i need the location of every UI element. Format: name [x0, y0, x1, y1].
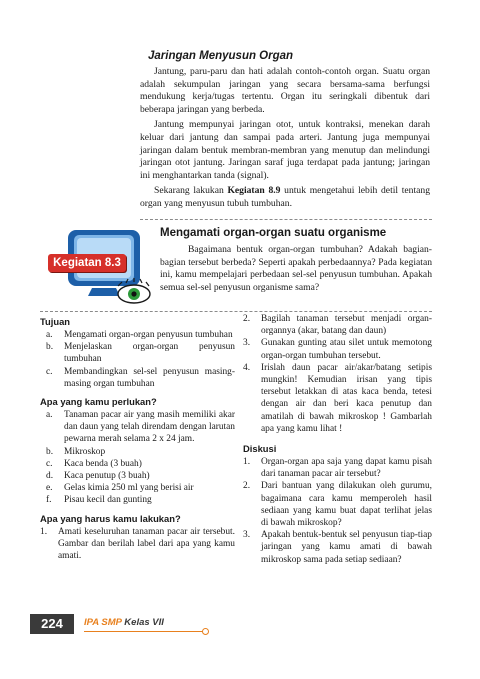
book-subject: IPA SMP	[84, 617, 122, 628]
list-item: 2. Bagilah tanaman tersebut menjadi organ-organnya (akar, batang dan daun)	[243, 314, 432, 337]
page-number: 224	[30, 614, 74, 634]
list-item: c. Kaca benda (3 buah)	[46, 458, 142, 469]
procedure-heading: Apa yang harus kamu lakukan?	[40, 512, 181, 524]
footer	[30, 613, 450, 635]
activity-intro: Bagaimana bentuk organ-organ tumbuhan? Adakah bagian-bagian tersebut berbeda? Seperti apakah perbedaannya? Pada kegiatan ini, kamu mempelajari perbedaan sel-sel penyusun tumbuhan. Apakah semua sel-sel penyusun organisme sama?	[160, 244, 432, 293]
section-divider-top	[140, 219, 432, 220]
intro-paragraph-2: Jantung mempunyai jaringan otot, untuk kontraksi, menekan darah keluar dari jantung dan sampai pada arteri. Jantung juga mempunyai jaringan dalam bentuk membran-membran yang menutup dan melindungi jaringan otot jantung. Jaringan saraf juga terdapat pada jantung; jaringan ini menghantarkan tanda (signal).	[140, 119, 430, 181]
discussion-heading: Diskusi	[243, 443, 277, 455]
left-column	[40, 316, 235, 562]
list-item: 1. Organ-organ apa saja yang dapat kamu pisah dari tanaman pacar air tersebut?	[243, 457, 432, 480]
list-item: a. Mengamati organ-organ penyusun tumbuhan	[46, 330, 233, 340]
discussion-list	[243, 456, 432, 566]
list-item: 2. Dari bantuan yang dilakukan oleh gurumu, bagaimana cara kamu memperoleh hasil sediaan yang kamu buat dapat terlihat jelas di bawah mikroskop?	[243, 481, 432, 529]
activity-title: Mengamati organ-organ suatu organisme	[160, 227, 387, 239]
procedure-list-continued	[243, 313, 432, 435]
objectives-list	[40, 329, 235, 390]
list-item: f. Pisau kecil dan gunting	[46, 495, 152, 506]
intro-paragraph-1: Jantung, paru-paru dan hati adalah contoh-contoh organ. Suatu organ adalah sekumpulan jaringan yang secara bersama-sama berfungsi mendukung kerja/tugas tertentu. Organ itu seringkali dibentuk dari beberapa jaringan yang berbeda.	[140, 66, 430, 115]
list-item: d. Kaca penutup (3 buah)	[46, 471, 150, 482]
section-divider-bottom	[40, 311, 432, 312]
objectives-heading: Tujuan	[40, 316, 71, 327]
intro-paragraph-3-text-b: untuk mengetahui lebih detil tentang organ yang menyusun tubuh tumbuhan.	[140, 185, 430, 209]
list-item: a. Tanaman pacar air yang masih memiliki akar dan daun yang telah direndam dengan larutan pewarna merah selama 2 x 24 jam.	[46, 410, 235, 445]
activity-badge-label: Kegiatan 8.3	[48, 254, 126, 272]
materials-list	[40, 409, 235, 507]
book-class: Kelas VII	[124, 617, 164, 628]
section-heading: Jaringan Menyusun Organ	[148, 50, 294, 62]
procedure-list	[40, 526, 235, 563]
intro-paragraph-3-text-a: Sekarang lakukan	[154, 185, 228, 197]
book-title	[84, 617, 164, 628]
materials-heading: Apa yang kamu perlukan?	[40, 396, 157, 408]
list-item: 1. Amati keseluruhan tanaman pacar air tersebut. Gambar dan berilah label dari apa yang kamu amati.	[40, 526, 235, 562]
list-item: e. Gelas kimia 250 ml yang berisi air	[46, 483, 194, 494]
footer-rule-end-dot	[202, 628, 209, 635]
intro-paragraph-3	[140, 185, 430, 210]
list-item: c. Membandingkan sel-sel penyusun masing-masing organ tumbuhan	[46, 366, 235, 389]
list-item: 3. Gunakan gunting atau silet untuk memotong organ-organ tumbuhan tersebut.	[243, 338, 432, 361]
footer-rule	[84, 631, 204, 632]
list-item: 4. Irislah daun pacar air/akar/batang setipis mungkin! Kemudian irisan yang tipis tersebut letakkan di atas kaca benda, tetesi dengan air dan beri kaca penutup dan amatilah di bawah mikroskop ! Gambarlah apa yang kamu lihat !	[243, 362, 432, 434]
right-column	[243, 313, 432, 566]
intro-text	[140, 66, 430, 211]
list-item: b. Menjelaskan organ-organ penyusun tumbuhan	[46, 342, 235, 365]
activity-badge	[48, 224, 158, 312]
list-item: b. Mikroskop	[46, 446, 106, 457]
activity-reference: Kegiatan 8.9	[227, 185, 281, 197]
list-item: 3. Apakah bentuk-bentuk sel penyusun tiap-tiap jaringan yang kamu amati di bawah mikroskop sama pada setiap sediaan?	[243, 530, 432, 565]
